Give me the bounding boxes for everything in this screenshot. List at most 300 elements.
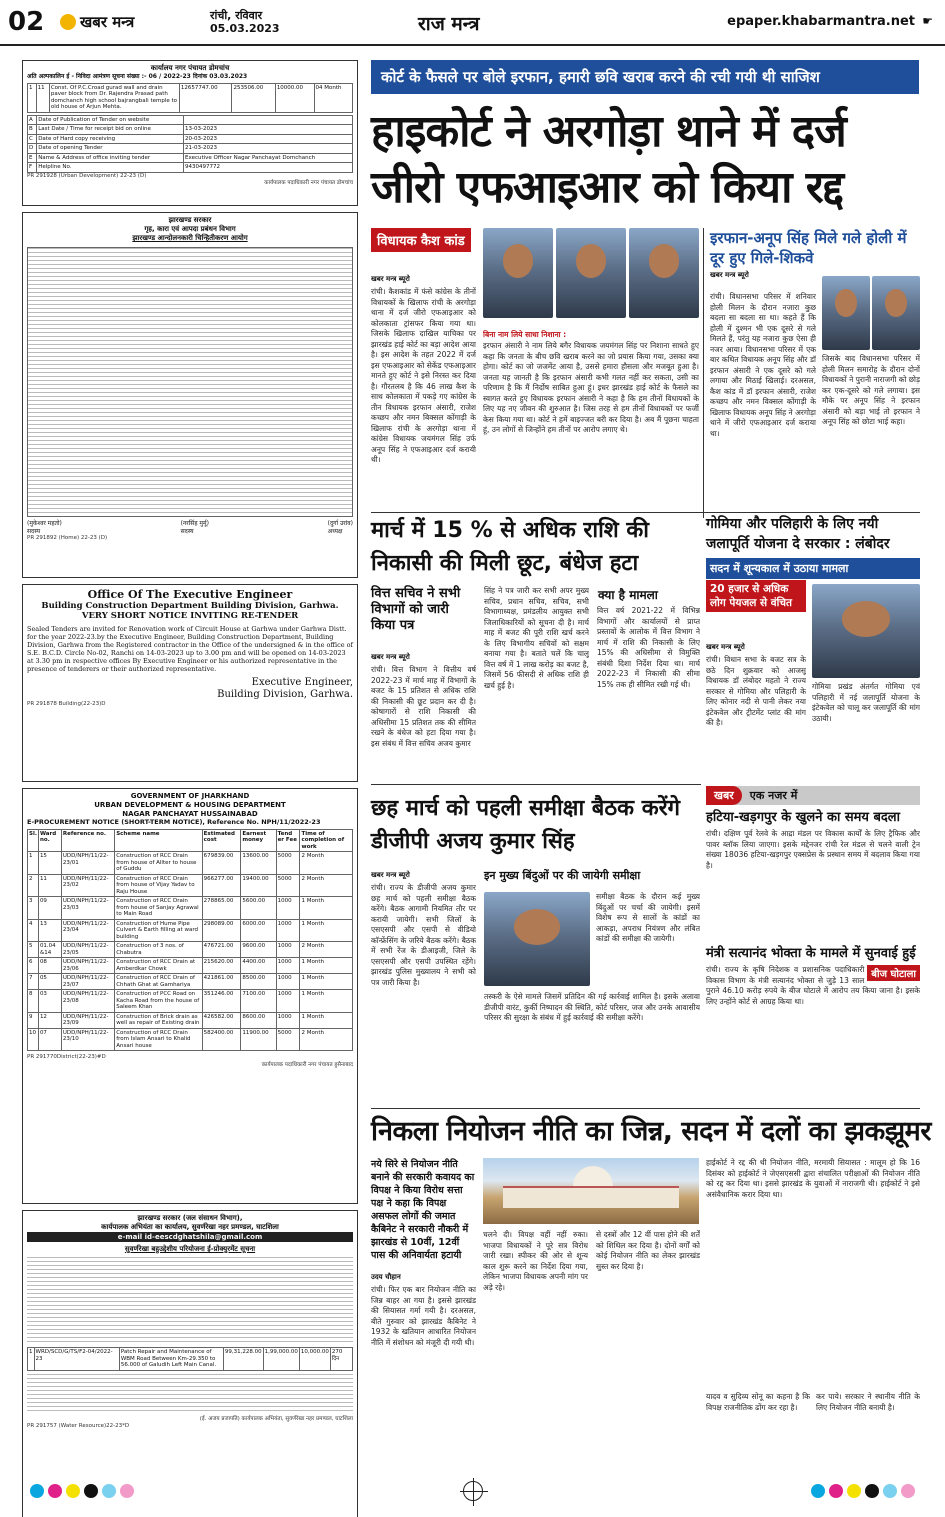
lead-headline[interactable]: हाइकोर्ट ने अरगोड़ा थाने में दर्ज जीरो एफआइआर को किया रद्द [371,106,846,213]
march-col-3 [597,606,700,778]
table-header: Tend er Fee [276,829,300,852]
table-row [28,125,353,135]
table-cell: A [28,115,37,125]
table-cell: 2 Month [300,852,353,875]
photo-irfan [483,228,553,318]
scam-flag: बीज घोटाला [867,965,920,981]
table-header: Reference no. [61,829,114,852]
holi-body-right [822,354,920,518]
table-cell: B [28,125,37,135]
article-text: रांची। वित्त विभाग ने वित्तीय वर्ष 2022-23 में मार्च माह में विभागों के बजट के 15 प्रतिशत से अधिक राशि की निकासी की छूट प्रदान कर दी है। कोषागारों से राशि निकासी की अधिसीमा 15 प्रतिशत तक की सीमित रखने के बंधेज को हटा दिया गया है। इस संबंध में वित्त सचिव अजय कुमार [371,665,476,748]
table-header-row [28,829,353,852]
table-row [28,1028,353,1051]
registration-dot [883,1484,897,1498]
niyojan-col-6 [816,1392,920,1466]
signatory-name: (नरसिंह मुर्मू) [180,520,209,527]
tender-table [27,829,353,1052]
table-cell: Name & Address of office inviting tender [37,153,184,163]
notice-hussainabad [22,788,358,1204]
byline: खबर मन्त्र ब्यूरो [710,271,749,279]
table-row [28,115,353,125]
photo-lambodar [812,584,920,678]
notice-office: कार्यपालक अभियंता का कार्यालय, सुवर्णरेखा नहर प्रमण्डल, घाटशिला [101,1223,279,1231]
section-rule [371,1108,920,1109]
table-cell: 1 Month [300,1012,353,1028]
review-box-title: इन मुख्य बिंदुओं पर की जायेगी समीक्षा [484,869,641,882]
registration-crosshair-icon [463,1481,483,1501]
gomia-tag: 20 हजार से अधिक लोग पेयजल से वंचित [706,580,806,612]
table-cell: 1000 [276,942,300,958]
table-cell: 1000 [276,990,300,1013]
march-box-title: क्या है मामला [598,588,658,602]
table-header: Earnest money [241,829,276,852]
table-cell: 9430497772 [184,163,353,173]
table-cell: Construction of RCC Drain of Chhath Ghat at Gamhariya [115,974,202,990]
registration-dot [829,1484,843,1498]
article-text: इरफान अंसारी ने नाम लिये बगैर विधायक जयमंगल सिंह पर निशाना साधते हुए कहा कि जनता के बीच छवि खराब करने का जो प्रयास किया गया, उसका क्या होगा। कोर्ट का जो जजमेंट आया है, उससे हमारा हौसला और मजबूत हुआ है। जनता यह जानती है कि इरफान अंसारी कभी गलत नहीं कर सकता, उसी का परिणाम है कि मैं निर्दोष साबित हुआ हूं। इधर झारखंड हाई कोर्ट के फैसले का स्वागत करते हुए विधायक इरफान अंसारी ने कहा है कि हम तीनों विधायकों के लिए यह नए जीवन की शुरुआत है। जिस तरह से हम तीनों विधायकों पर फर्जी केस किया गया था। कोर्ट ने हमें बाइज्जत बरी कर दिया है। अब मैं पूछना चाहता हूं, उन लोगों से जिन्होंने हम तीनों पर आरोप लगाए थे। [483,341,699,434]
signatory-role: अध्यक्ष [327,527,343,535]
signatory [27,520,62,535]
niyojan-headline[interactable]: निकला नियोजन नीति का जिन्न, सदन में दलों का झकझूमर [371,1116,931,1147]
table-cell: 1 [28,1348,35,1371]
article-text: रांची। विधान सभा के बजट सत्र के छठे दिन शुक्रवार को आजसू विधायक डॉ लंबोदर महतो ने राज्य सरकार से गोमिया और पलिहारी के लिए कोनार नदी से पानी लेकर नया इंटेकवेल और ट्रीटमेंट प्लांट की मांग की है। [706,655,806,727]
section-rule [371,512,920,513]
brand-logo-icon [60,14,76,30]
table-row [28,974,353,990]
niyojan-col-1 [371,1270,476,1466]
byline: खबर मन्त्र ब्यूरो [371,871,410,879]
page-number: 02 [8,7,45,37]
niyojan-deck: नये सिरे से नियोजन नीति बनाने की सरकारी कवायद का विपक्ष ने किया विरोध सत्ता पक्ष ने कहा कि विपक्ष असफल लोगों की जमात कैबिनेट ने सरकारी नौकरी में झारखंड से 10वीं, 12वीं पास की अनिवार्यता हटायी [371,1159,475,1261]
table-cell: E [28,153,37,163]
assembly-dome [573,1166,613,1188]
byline: खबर मन्त्र ब्यूरो [706,643,745,651]
table-cell: Executive Officer Nagar Panchayat Domchanch [184,153,353,163]
signatory [328,520,353,535]
tender-table [27,1347,353,1371]
dateline [210,9,340,35]
table-cell: 1 [28,852,39,875]
table-cell: 5 [28,942,39,958]
table-cell: 11900.00 [241,1028,276,1051]
table-cell: 10 [28,1028,39,1051]
table-cell: UDD/NPH/11/22-23/04 [61,919,114,942]
notice-gov: झारखण्ड सरकार (जल संसाधन विभाग), [137,1214,243,1222]
march-col-1 [371,650,476,778]
notice-subtitle: अति अल्पकालिन ई - निविदा आमंत्रण सूचना संख्या :- 06 / 2022-23 दिनांक 03.03.2023 [27,73,248,80]
registration-dot [120,1484,134,1498]
table-cell: UDD/NPH/11/22-23/05 [61,942,114,958]
story-headline[interactable]: इरफान-अनूप सिंह मिले गले होली में दूर हुए गिले-शिकवे [710,229,907,267]
holi-photos [822,276,920,350]
table-cell: 6000.00 [241,919,276,942]
table-row [28,990,353,1013]
notice-dept: Building Construction Department Building Division, Garhwa. [41,601,339,611]
article-text: रांची। विधानसभा परिसर में शनिवार होली मिलन के दौरान नजारा कुछ बदला सा बदला सा था। कहते हैं कि होली में दुश्मन भी एक दूसरे से गले मिलते हैं, परंतु यह नजारा कुछ ऐसा ही नजर आया। विधानसभा परिसर में एक बार कथित विधायक अनूप सिंह और डॉ इरफान अंसारी ने एक दूसरे को गले लगाया और मिठाई खिलाई। दरअसल, कैश कांड में डॉ इरफान अंसारी, राजेश कच्छप और नमन विक्सल कोंगाड़ी के खिलाफ विधायक अनूप सिंह ने अरगोड़ा थाने में जीरो एफआइआर दर्ज कराया था। [710,292,816,438]
signatory-name: (मुकेश्वर महतो) [27,520,62,527]
article-text: जिसके बाद विधानसभा परिसर में होली मिलन समारोह के दौरान दोनों विधायकों ने पुरानी नाराजगी को छोड़ कर एक-दूसरे को गले लगाया। इस मौके पर अनूप सिंह ने इरफान अंसारी को बड़ा भाई तो इरफान ने अनूप सिंह को छोटा भाई कहा। [822,354,920,426]
registration-dot [48,1484,62,1498]
table-cell: 6 [28,958,39,974]
table-cell: Construction of RCC Drain at Amberdkar Chowk [115,958,202,974]
epaper-link[interactable]: epaper.khabarmantra.net [727,14,915,29]
table-cell: Construction of RCC Drain from Islam Ansari to Khalid Ansari house [115,1028,202,1051]
photo-anup-singh [872,276,920,350]
table-cell: 05 [38,974,61,990]
table-cell: 2 Month [300,942,353,958]
table-cell: WRD/SCD/G/TS/F2-04/2022-23 [34,1348,119,1371]
table-cell: 4400.00 [241,958,276,974]
registration-dot [66,1484,80,1498]
table-cell: F [28,163,37,173]
masthead [0,0,945,46]
article-text: कर पाये। सरकार ने स्थानीय नीति के लिए नियोजन नीति बनायी है। [816,1392,920,1412]
review-col-1 [371,868,476,1080]
table-cell: 13-03-2023 [184,125,353,135]
list-table [27,247,353,517]
table-row [28,897,353,920]
table-header: Scheme name [115,829,202,852]
table-cell: 1 Month [300,974,353,990]
table-cell: Construction of RCC Drain from house of Sanjay Agrawal to Main Road [115,897,202,920]
registration-dot [847,1484,861,1498]
table-cell: 421861.00 [202,974,241,990]
notice-office: NAGAR PANCHAYAT HUSSAINABAD [122,810,258,818]
article-text: गोमिया प्रखंड अंतर्गत गोमिया एवं पलिहारी में नई जलापूर्ति योजना के इंटेकवेल को चालू कर जलापूर्ति की मांग उठायी। [812,682,920,723]
table-cell: 15 [38,852,61,875]
table-cell: 5000 [276,1028,300,1051]
table-cell: 2 Month [300,1028,353,1051]
table-cell: 5000 [276,852,300,875]
table-cell: 19400.00 [241,874,276,897]
signatory [181,520,209,535]
table-row [28,153,353,163]
table-cell: UDD/NPH/11/22-23/10 [61,1028,114,1051]
table-cell: 8500.00 [241,974,276,990]
article-text: वित्त वर्ष 2021-22 में विभिन्न विभागों और कार्यालयों से प्राप्त प्रस्तावों के आलोक में वित्त विभाग ने मार्च में राशि की निकासी के लिए 15% की अधिसीमा से विमुक्ति संबंधी दिशा निर्देश दिया था। मार्च 2022-23 में निकासी की सीमा 15% तक ही सीमित रखी गई थी। [597,606,700,689]
color-registration-right [811,1484,915,1498]
notice-title: कार्यालय नगर पंचायत डोमचांच [150,64,230,72]
notice-gov: झारखण्ड सरकार [168,216,212,224]
table-cell: Construction of PCC Road on Kacha Road from the house of Saleem Khan [115,990,202,1013]
table-cell: 21-03-2023 [184,144,353,154]
notice-subtitle: E-PROCUREMENT NOTICE (SHORT-TERM NOTICE), Reference No. NPH/11/2022-23 [27,818,321,826]
table-cell: 11 [38,874,61,897]
notice-footer-text [27,1374,353,1414]
table-row [28,163,353,173]
table-cell: 8 [28,990,39,1013]
table-cell: 1 Month [300,919,353,942]
niyojan-col-4 [706,1158,920,1382]
table-cell: 7100.00 [241,990,276,1013]
table-cell: UDD/NPH/11/22-23/08 [61,990,114,1013]
gomia-body-left [706,640,806,778]
lead-banner: कोर्ट के फैसले पर बोले इरफान, हमारी छवि खराब करने की रची गयी थी साजिश [371,60,919,94]
table-cell: 270 दिन [330,1348,352,1371]
table-cell: Construction of 3 nos. of Chabutra [115,942,202,958]
lead-intro [371,272,476,518]
registration-dot [102,1484,116,1498]
table-cell: 99,31,228.00 [223,1348,263,1371]
table-header: Ward no. [38,829,61,852]
city-day: रांची, रविवार [210,9,263,22]
table-header: Sl. [28,829,39,852]
table-row [28,144,353,154]
table-cell: Construction of RCC Drain from house of Vijay Yadav to Raju House [115,874,202,897]
signatory-role: सदस्य [180,527,194,535]
release-ref: PR 291878 Building(22-23)D [27,701,106,707]
glance-body [706,829,920,939]
notice-ghatshila [22,1210,358,1517]
table-cell: 2 [28,874,39,897]
table-cell: Date of Publication of Tender on website [37,115,184,125]
march-subhead: वित्त सचिव ने सभी विभागों को जारी किया पत्र [371,586,461,633]
photo-assembly [483,1158,699,1224]
byline: उदय चौहान [371,1273,401,1281]
article-text: से दस्त्रों और 12 वीं पास होने की शर्तें को शिथिल कर दिया है। दोनों वर्गों को कोई नियोजन नीति का लेकर झारखंड सुस्त कर दिया है। [596,1230,700,1271]
review-headline[interactable]: छह मार्च को पहली समीक्षा बैठक करेंगे डीजीपी अजय कुमार सिंह [371,796,680,854]
table-cell: 215620.00 [202,958,241,974]
table-cell: 278865.00 [202,897,241,920]
registration-dot [811,1484,825,1498]
hand-cursor-icon: ☛ [922,14,933,28]
notice-table [27,83,353,113]
table-row [28,1348,353,1371]
notice-domchanch [22,60,358,206]
gomia-body-right [812,682,920,778]
holi-body-left [710,292,816,518]
table-row [28,958,353,974]
notice-dept: गृह, कारा एवं आपदा प्रबंधन विभाग [144,225,236,233]
photo-irfan-ansari [822,276,870,350]
glance-headline[interactable]: हटिया-खड़गपुर के खुलने का समय बदला [706,810,900,825]
glance-pill: खबर [706,786,742,805]
niyojan-col-5 [706,1392,810,1466]
table-cell: 966277.00 [202,874,241,897]
gomia-subhead: सदन में शून्यकाल में उठाया मामला [706,558,920,579]
table-cell: 07 [38,1028,61,1051]
gomia-headline[interactable]: गोमिया और पलिहारी के लिए नयी जलापूर्ति योजना दे सरकार : लंबोदर [706,516,890,552]
registration-dot [84,1484,98,1498]
table-cell: 01.04 &14 [38,942,61,958]
table-cell: C [28,134,37,144]
signatory-role: सदस्य [27,527,41,535]
table-cell: 2 Month [300,874,353,897]
article-text: रांची। दक्षिण पूर्व रेलवे के आद्रा मंडल पर विकास कार्यों के लिए ट्रैफिक और पावर ब्लॉक लिया जाएगा। इसके मद्देनजर रांची रेल मंडल से चलने वाली ट्रेन संख्या 18036 हटिया-खड़गपुर एक्सप्रेस के प्रस्थान समय में बदलाव किया गया है। [706,829,920,870]
table-cell: Date of Hard copy receiving [37,134,184,144]
table-cell: 1000 [276,974,300,990]
byline: खबर मन्त्र ब्यूरो [371,653,410,661]
notice-column [22,60,358,1517]
table-cell: 10000.00 [275,83,314,112]
section-rule [371,784,701,785]
table-cell: 12657747.00 [179,83,232,112]
article-text: समीक्षा बैठक के दौरान कई मुख्य बिंदुओं पर चर्चा की जायेगी। इसमें विशेष रूप से सालों के कांडों का आकड़ा, अपराध नियंत्रण और लंबित कांडों की समीक्षा की जायेगी। [596,892,700,943]
photo-rajesh [556,228,626,318]
table-row [28,942,353,958]
table-cell [184,115,353,125]
review-box [484,868,700,883]
byline: खबर मन्त्र ब्यूरो [371,275,410,283]
table-cell: 13 [38,919,61,942]
article-text: चलने दी। विपक्ष वहीं नहीं रुका। भाजपा विधायकों ने पूरे सत्र विरोध जारी रखा। स्पीकर की ओर से शून्य काल शुरू करने का निर्देश दिया गया, लेकिन भाजपा विधायक अपनी मांग पर अड़े रहे। [483,1230,588,1292]
notice-signature: कार्यपालक पदाधिकारी नगर पंचायत डोमचांच [264,180,353,186]
table-cell: UDD/NPH/11/22-23/06 [61,958,114,974]
table-cell: 1000 [276,958,300,974]
table-cell: 09 [38,897,61,920]
notice-home-dept [22,212,358,578]
notice-short: VERY SHORT NOTICE INVITING RE-TENDER [81,611,299,621]
table-cell: 1 Month [300,990,353,1013]
table-cell: 20-03-2023 [184,134,353,144]
color-registration-left [30,1484,134,1498]
table-cell: UDD/NPH/11/22-23/02 [61,874,114,897]
section-title: राज मन्त्र [418,13,480,35]
table-cell: 11 [36,83,49,112]
table-cell: UDD/NPH/11/22-23/09 [61,1012,114,1028]
print-footer [0,1478,945,1504]
signatories [27,520,353,535]
table-cell: Last Date / Time for receipt bid on online [37,125,184,135]
article-text: रांची। राज्य के डीजीपी अजय कुमार छह मार्च को पहली समीक्षा बैठक करेंगे। बैठक आगामी नियमित तौर पर करायी जायेगी। सभी जिलों के एसएसपी और एसपी से वीडियो कॉन्फ्रेंसिंग के जरिये बैठक करेंगे। बैठक में सभी रेंज के डीआइजी, जिले के एसएसपी और एसपी उपस्थित रहेंगे। झारखंड पुलिस मुख्यालय ने सभी को पत्र जारी किया है। [371,883,476,987]
registration-dot [30,1484,44,1498]
release-ref: PR 291892 (Home) 22-23 (D) [27,535,108,541]
lead-photos [483,228,699,318]
registration-dot [901,1484,915,1498]
table-cell: Const. Of P.C.Croad gurad wall and drain paver block from Dr. Rajendra Prasad path domchanch high school bajrangbali temple to old house of Arjun Mehta. [49,83,179,112]
review-col-3 [484,992,700,1080]
table-row [28,874,353,897]
table-cell: 03 [38,990,61,1013]
table-cell: 426582.00 [202,1012,241,1028]
table-cell: 9 [28,1012,39,1028]
table-cell: 253506.00 [232,83,275,112]
table-cell: Construction of RCC Drain from house of Allter to house of Guddu [115,852,202,875]
story-kicker: विधायक कैश कांड [371,228,471,252]
table-cell: UDD/NPH/11/22-23/03 [61,897,114,920]
glance-section [706,786,920,1107]
notice-title: झारखण्ड आन्दोलनकारी चिन्हितीकरण आयोग [132,234,248,242]
release-ref: PR 291770District(22-23)#D [27,1054,106,1060]
bhokta-body [706,965,920,1107]
table-cell: 1 Month [300,958,353,974]
assembly-building [503,1186,679,1208]
lead-body [483,322,699,518]
table-header: Estimated cost [202,829,241,852]
notice-gov: GOVERNMENT OF JHARKHAND [130,792,250,800]
table-cell: 1000 [276,919,300,942]
column-divider [703,228,704,518]
article-text: रांची। कैशकांड में फंसे कांग्रेस के तीनों विधायकों के खिलाफ रांची के अरगोड़ा थाना में दर्ज जीरो एफआइआर को कोलकाता ट्रांसफर किया गया था। जिसके खिलाफ दाखिल याचिका पर झारखंड हाई कोर्ट का बड़ा आदेश आया है। इस आदेश के तहत 2022 में दर्ज इस एफआइआर को सेकेंड एफआइआर मानते हुए कोर्ट ने इसे निरस्त कर दिया है। गौरतलब है कि 46 लाख कैश के साथ कोलकाता में पकड़े गए कांग्रेस के तीन विधायक इरफान अंसारी, राजेश कच्छप और नमन बिक्सल कोंगाड़ी के खिलाफ रांची के अरगोड़ा थाना में कांग्रेस विधायक जयमंगल सिंह उर्फ अनूप सिंह ने एफआइआर दर्ज करायी थी। [371,287,476,464]
table-cell: 679839.00 [202,852,241,875]
holi-story [710,228,920,283]
release-ref: PR 291928 (Urban Development) 22-23 (D) [27,172,147,179]
signatory-name: (दुर्गा उरांव) [327,520,353,527]
article-text: तस्करी के ऐसे मामले जिसमें प्रतिदिन की गई कार्रवाई शामिल है। इसके अलावा डीजीपी वारंट, कुर्की निष्पादन की स्थिति, कोर्ट परिसर, जज और उनके आवासीय परिसर की सुरक्षा के संबंध में हुई कार्रवाई की समीक्षा करेंगे। [484,992,700,1022]
table-row [28,852,353,875]
table-cell: 476721.00 [202,942,241,958]
march-col-2 [484,586,589,778]
table-cell: 582400.00 [202,1028,241,1051]
table-cell: Helpline No. [37,163,184,173]
table-header: Time of completion of work [300,829,353,852]
bhokta-headline[interactable]: मंत्री सत्यानंद भोक्ता के मामले में सुनवाई हुई [706,946,916,961]
table-cell: 4 [28,919,39,942]
table-cell: UDD/NPH/11/22-23/07 [61,974,114,990]
notice-body: Sealed Tenders are invited for Renovation work of Circuit House at Garhwa under Garhwa Distt. for the year 2022-23.by the Executive Engineer, Building Construction Department, Building Division, Garhwa from the Registered contractor in the Office of the undersigned & in the office of S.E. B.C.D. Circle No-02, Ranchi on 14-03-2023 up to 3.00 pm and will be opened on 14-03-2023 at 3.30 pm in respective offices By Executive Engineer or his authorized representative in the presence of tenderers or their authorized representative. [27,625,353,673]
notice-signature: (ई. अजय प्रजापति) कार्यपालक अभियंता, सुवर्णरेखा नहर प्रमण्डल, घाटशिला [199,1415,353,1422]
table-cell: D [28,144,37,154]
table-cell: 7 [28,974,39,990]
table-cell: Date of opening Tender [37,144,184,154]
article-text: सिंह ने पत्र जारी कर सभी अपर मुख्य सचिव, प्रधान सचिव, सचिव, सभी विभागाध्यक्ष, प्रमंडलीय आयुक्त सभी जिलाधिकारियों को सूचना दी है। मार्च माह में बजट की पूरी राशि खर्च करने के लिए विभागीय सचिवों को सक्षम बनाया गया है। बताते चलें कि चालू वित्त वर्ष में 1 लाख करोड़ का बजट है, जिसमें 56 फीसदी से अधिक राशि ही खर्च हुई है। [484,586,589,690]
signature-line: Executive Engineer, [251,677,353,688]
table-row [28,83,353,112]
niyojan-col-2 [483,1230,588,1466]
review-col-2 [596,892,700,992]
article-text: हाईकोर्ट ने रद्द की थी नियोजन नीति, मरमायी सियासत : मालूम हो कि 16 दिसंबर को हाईकोर्ट ने जेएसएससी द्वारा संचालित परीक्षाओं की नियोजन नीति को रद्द कर दिया था। इससे झारखंड के युवाओं में नाराजगी थी। हाईकोर्ट ने इसे असंवैधानिक करार दिया था। [706,1158,920,1199]
table-cell: UDD/NPH/11/22-23/01 [61,852,114,875]
table-cell: 298089.00 [202,919,241,942]
table-cell: 1000 [276,897,300,920]
table-cell: 12 [38,1012,61,1028]
signature-line: Building Division, Garhwa. [217,689,353,700]
notice-signature [27,677,353,701]
photo-dgp [484,892,590,986]
glance-label: एक नजर में [749,789,798,802]
caption-lead: बिना नाम लिये साधा निशाना : [483,330,567,339]
niyojan-col-3 [596,1230,700,1466]
table-cell: 5000 [276,874,300,897]
table-cell: 13600.00 [241,852,276,875]
notice-title: Office Of The Executive Engineer [87,588,293,601]
table-row [28,1012,353,1028]
table-cell: 5600.00 [241,897,276,920]
glance-tag [706,786,920,805]
photo-naman [629,228,699,318]
notice-garhwa [22,584,358,782]
notice-signature: कार्यपालक पदाधिकारी नगर पंचायत हुसैनाबाद [261,1061,353,1068]
article-text: रांची। फिर एक बार नियोजन नीति का जिन्न बाहर आ गया है। इससे झारखंड की सियासत गर्मा गयी है। दरअसल, बीते गुरुवार को झारखंड कैबिनेट ने 1932 के खतियान आधारित नियोजन नीति में संशोधन को मंजूरी दी गयी थी। [371,1285,476,1347]
table-cell: 1 [28,83,37,112]
table-cell: 1000 [276,1012,300,1028]
notice-terms [27,1257,353,1345]
table-cell: 3 [28,897,39,920]
brand [60,12,210,32]
march-headline[interactable]: मार्च में 15 % से अधिक राशि की निकासी की मिली छूट, बंधेज हटा [371,518,650,576]
table-cell: Construction of Brick drain as well as repair of Existing drain [115,1012,202,1028]
article-text: यादव व सुदिव्य सोनू का कहना है कि विपक्ष राजनीतिक ढोंग कर रहा है। [706,1392,810,1412]
table-cell: 9600.00 [241,942,276,958]
table-row [28,134,353,144]
article-text: रांची। राज्य के कृषि निदेशक व प्रशासनिक पदाधिकारी विकास विभाग के मंत्री सत्यानंद भोक्ता से जुड़े 13 साल पुराने 46.10 करोड़ रुपये के बीज घोटाले में आरोप तय किया जाना है। इसके लिए उन्होंने कोर्ट से आग्रह किया था। [706,965,920,1006]
release-ref: PR 291757 (Water Resource)22-23*D [27,1423,130,1429]
table-cell: 08 [38,958,61,974]
registration-dot [865,1484,879,1498]
table-cell: 04 Month [314,83,352,112]
table-cell: 1,99,000.00 [263,1348,299,1371]
table-cell: 8600.00 [241,1012,276,1028]
notice-email: e-mail id-eescdghatshila@gmail.com [27,1232,353,1242]
brand-name: खबर मन्त्र [80,13,135,31]
notice-title: सुवर्णरेखा बहुउद्देशीय परियोजना ई-प्रोक्युरमेंट सूचना [124,1245,256,1253]
table-cell: 10,000.00 [299,1348,330,1371]
notice-dept: URBAN DEVELOPMENT & HOUSING DEPARTMENT [94,801,286,809]
table-cell: Construction of Hume Pipe Culvert & Earth filling at ward building [115,919,202,942]
issue-date: 05.03.2023 [210,22,280,35]
table-cell: Patch Repair and Maintenance of WBM Road Between Km-29.350 to 56.000 of Galudih Left Main Canal. [119,1348,223,1371]
dates-table [27,115,353,173]
